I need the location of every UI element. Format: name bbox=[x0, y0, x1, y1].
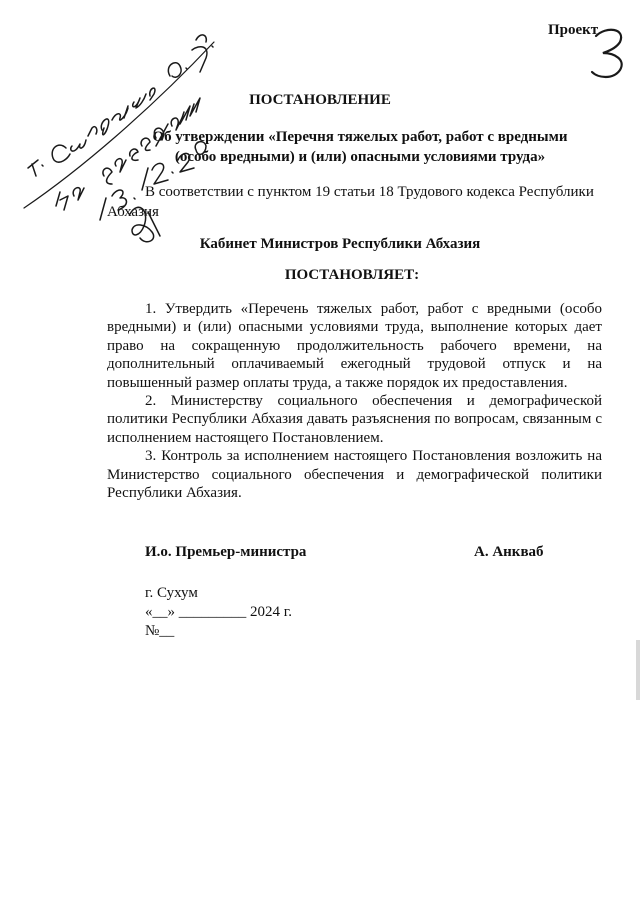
decree-items bbox=[107, 300, 602, 502]
decree-item-3: 3. Контроль за исполнением настоящего Постановления возложить на Министерство социального обеспечения и демографической политики Республики Абхазия. bbox=[107, 448, 602, 502]
document-title: ПОСТАНОВЛЕНИЕ bbox=[249, 92, 391, 108]
subject-line-2: (особо вредными) и (или) опасными условиями труда» bbox=[174, 149, 546, 165]
preamble: В соответствии с пунктом 19 статьи 18 Трудового кодекса Республики Абхазия bbox=[107, 184, 594, 220]
signer-title: И.о. Премьер-министра bbox=[145, 544, 307, 560]
organization-name: Кабинет Министров Республики Абхазия bbox=[199, 236, 481, 252]
decree-item-2: 2. Министерству социального обеспечения и демографической политики Республики Абхазия давать разъяснения по вопросам, связанным с исполнением настоящего Постановлением. bbox=[107, 393, 602, 446]
number-line: №__ bbox=[145, 623, 175, 639]
place-and-date bbox=[145, 584, 292, 641]
page-edge-shadow bbox=[636, 640, 640, 700]
document-subject bbox=[150, 127, 570, 167]
decree-item-1: 1. Утвердить «Перечень тяжелых работ, работ с вредными (особо вредными) и (или) опасными условиями труда, выполнение которых дает право на сокращенную продолжительность рабочего времени, на дополнительный оплачиваемый ежегодный трудовой отпуск и на повышенный размер оплаты труда, а также порядок их предоставления. bbox=[107, 301, 602, 391]
signer-name: А. Анкваб bbox=[474, 544, 544, 560]
city: г. Сухум bbox=[145, 585, 198, 601]
subject-line-1: Об утверждении «Перечня тяжелых работ, работ с вредными bbox=[152, 129, 568, 145]
decree-word: ПОСТАНОВЛЯЕТ: bbox=[284, 267, 420, 283]
date-line: «__» _________ 2024 г. bbox=[145, 604, 292, 620]
project-label: Проект bbox=[548, 22, 599, 38]
